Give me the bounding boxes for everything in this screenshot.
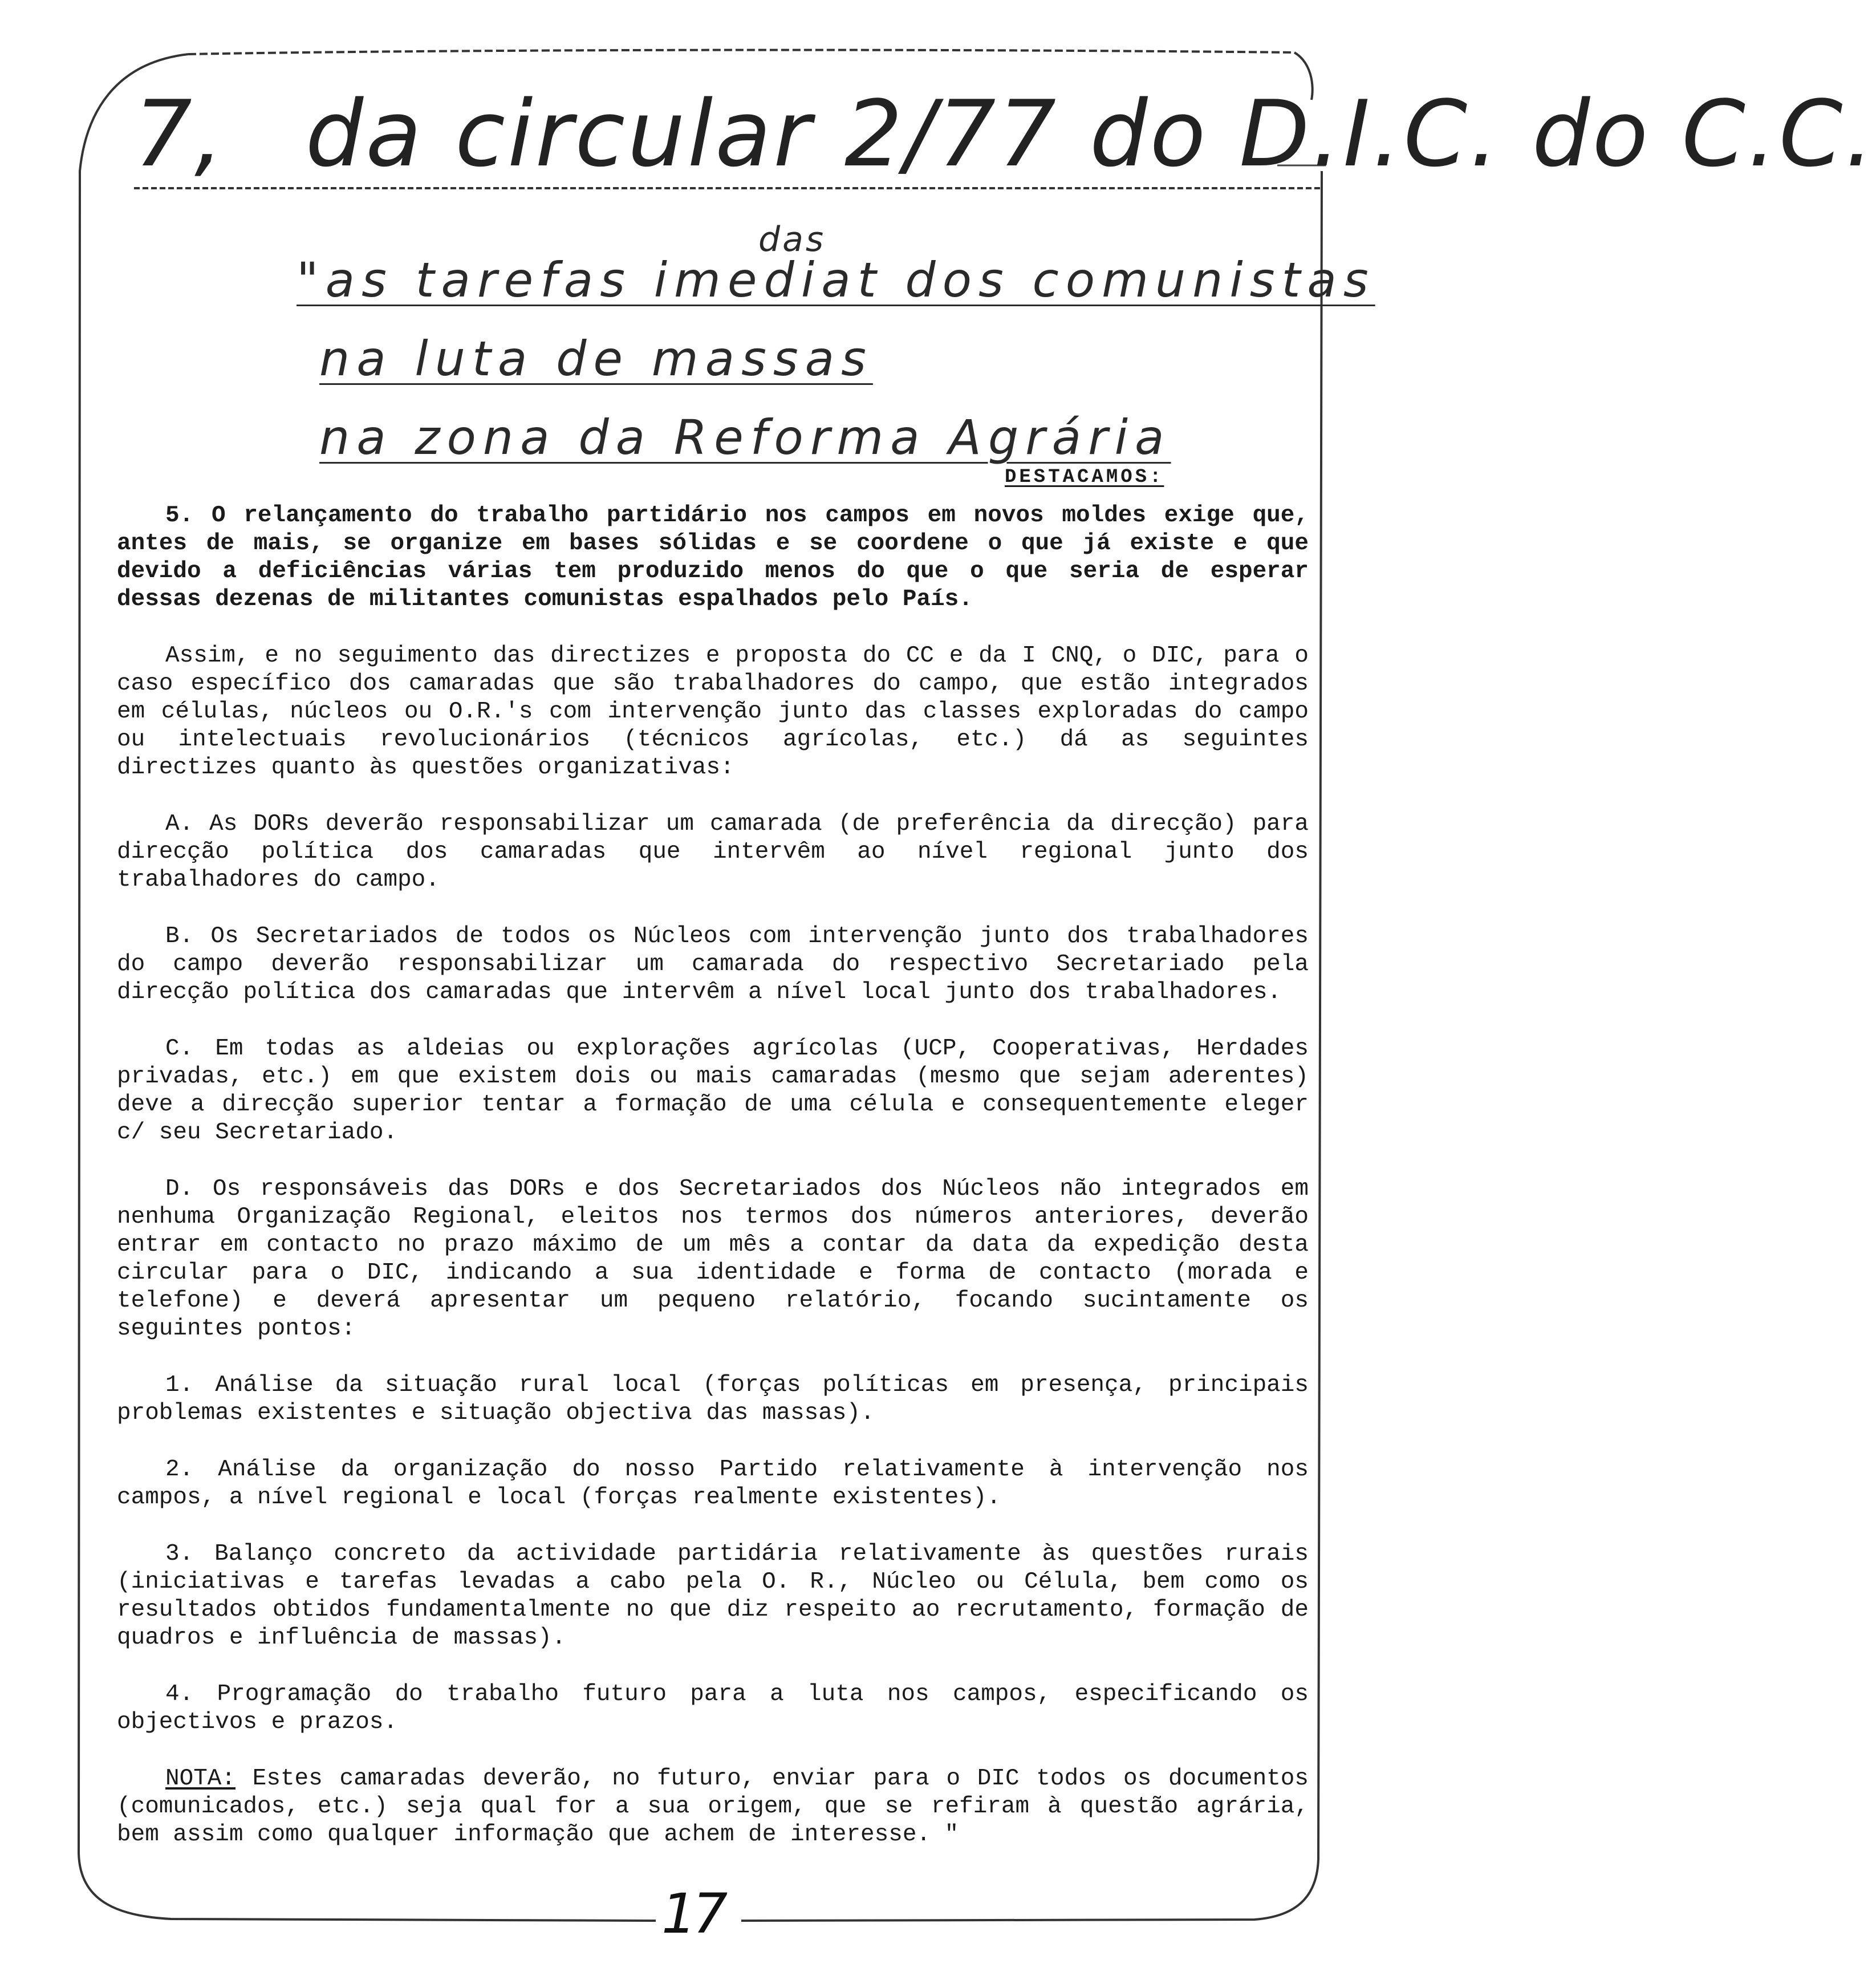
paragraph-nota (117, 1765, 1309, 1849)
nota-text: Estes camaradas deverão, no futuro, enviar para o DIC todos os documentos (comunicados, etc.) seja qual for a sua origem, que se refiram à questão agrária, bem assim como qualquer informação que achem de interesse. " (117, 1766, 1309, 1848)
paragraph-b: B. Os Secretariados de todos os Núcleos com intervenção junto dos trabalhadores do campo deverão responsabilizar um camarada do respectivo Secretariado pela direcção política dos camaradas que intervêm a nível local junto dos trabalhadores. (117, 923, 1309, 1005)
subtitle-line-3: na zona da Reforma Agrária (319, 409, 1171, 465)
subtitle-correction-note: das (758, 220, 826, 259)
list-item-2: 2. Análise da organização do nosso Partido relativamente à intervenção nos campos, a nível regional e local (forças realmente existentes). (117, 1456, 1309, 1511)
document-body (117, 502, 1309, 1877)
heading-text: da circular 2/77 do D.I.C. do C.C. (305, 80, 1876, 187)
section-label (1005, 466, 1164, 488)
paragraph-assim: Assim, e no seguimento das directizes e proposta do CC e da I CNQ, o DIC, para o caso específico dos camaradas que são trabalhadores do campo, que estão integrados em células, núcleos ou O.R.'s com intervenção junto das classes exploradas do campo ou intelectuais revolucionários (técnicos agrícolas, etc.) dá as seguintes directizes quanto às questões organizativas: (117, 643, 1309, 781)
list-item-4: 4. Programação do trabalho futuro para a luta nos campos, especificando os objectivos e prazos. (117, 1681, 1309, 1735)
list-item-3: 3. Balanço concreto da actividade partidária relativamente às questões rurais (iniciativas e tarefas levadas a cabo pela O. R., Núcleo ou Célula, bem como os resultados obtidos fundamentalmente no que diz respeito ao recrutamento, formação de quadros e influência de massas). (117, 1541, 1309, 1651)
subtitle-line-1: "as tarefas imediat dos comunistas (297, 252, 1375, 308)
paragraph-5: 5. O relançamento do trabalho partidário nos campos em novos moldes exige que, antes de mais, se organize em bases sólidas e se coordene o que já existe e que devido a deficiências várias tem produzido menos do que o que seria de esperar dessas dezenas de militantes comunistas espalhados pelo País. (117, 502, 1309, 612)
subtitle-line-2: na luta de massas (319, 331, 873, 387)
list-item-1: 1. Análise da situação rural local (forças políticas em presença, principais problemas existentes e situação objectiva das massas). (117, 1372, 1309, 1426)
destacamos-label: DESTACAMOS: (1005, 466, 1164, 488)
paragraph-c: C. Em todas as aldeias ou explorações agrícolas (UCP, Cooperativas, Herdades privadas, etc.) em que existem dois ou mais camaradas (mesmo que sejam aderentes) deve a direcção superior tentar a formação de uma célula e consequentemente eleger c/ seu Secretariado. (117, 1036, 1309, 1146)
document-subtitle (297, 220, 1375, 490)
page-number: 17 (661, 1882, 725, 1946)
circular-heading (134, 80, 1876, 187)
paragraph-a: A. As DORs deverão responsabilizar um camarada (de preferência da direcção) para direcção política dos camaradas que intervêm ao nível regional junto dos trabalhadores do campo. (117, 811, 1309, 893)
heading-number: 7, (134, 80, 226, 187)
nota-label: NOTA: (165, 1766, 236, 1792)
paragraph-d: D. Os responsáveis das DORs e dos Secretariados dos Núcleos não integrados em nenhuma Organização Regional, eleitos nos termos dos números anteriores, deverão entrar em contacto no prazo máximo de um mês a contar da data da expedição desta circular para o DIC, indicando a sua identidade e forma de contacto (morada e telefone) e deverá apresentar um pequeno relatório, focando sucintamente os seguintes pontos: (117, 1176, 1309, 1342)
